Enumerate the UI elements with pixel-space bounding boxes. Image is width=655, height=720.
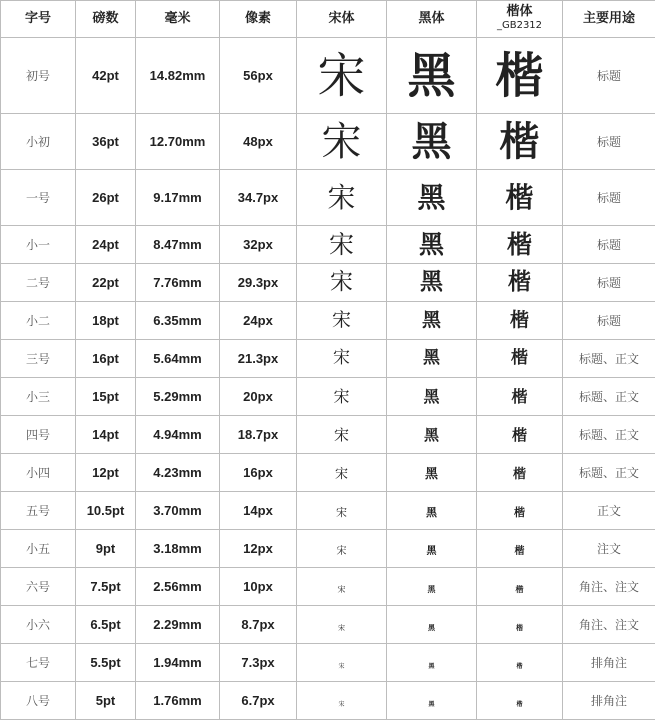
hei-sample-cell [387,340,477,378]
song-sample-cell [297,114,387,170]
hei-sample-cell [387,644,477,682]
pixels-cell: 56px [220,38,297,114]
hei-sample-glyph: 黑 [426,506,437,519]
points-cell: 26pt [76,170,136,226]
hei-sample-glyph: 黑 [423,348,440,368]
size-name-cell: 小二 [1,302,76,340]
pixels-cell: 24px [220,302,297,340]
size-name-cell: 小一 [1,226,76,264]
hei-sample-cell [387,226,477,264]
song-sample-cell [297,606,387,644]
hei-sample-glyph: 黑 [427,546,437,557]
usage-cell: 标题 [563,38,655,114]
usage-cell: 标题 [563,302,655,340]
kai-sample-cell [477,644,563,682]
song-sample-glyph: 宋 [334,426,349,444]
song-sample-glyph: 宋 [338,701,344,708]
points-cell: 7.5pt [76,568,136,606]
table-row [1,170,655,226]
kai-sample-cell [477,454,563,492]
size-name-cell: 一号 [1,170,76,226]
millimeters-cell: 5.29mm [136,378,220,416]
kai-sample-glyph: 楷 [515,546,525,557]
kai-sample-glyph: 楷 [507,230,532,259]
hei-sample-cell [387,492,477,530]
hei-sample-glyph: 黑 [422,309,441,331]
hei-sample-glyph: 黑 [412,119,452,165]
header-name: 字号 [1,1,76,38]
points-cell: 24pt [76,226,136,264]
table-row [1,682,655,720]
usage-cell: 角注、注文 [563,606,655,644]
points-cell: 18pt [76,302,136,340]
kai-sample-glyph: 楷 [516,585,524,594]
pixels-cell: 14px [220,492,297,530]
hei-sample-cell [387,416,477,454]
points-cell: 12pt [76,454,136,492]
header-pt: 磅数 [76,1,136,38]
kai-sample-glyph: 楷 [514,506,525,519]
hei-sample-cell [387,38,477,114]
millimeters-cell: 3.18mm [136,530,220,568]
points-cell: 22pt [76,264,136,302]
kai-sample-cell [477,530,563,568]
points-cell: 5pt [76,682,136,720]
hei-sample-glyph: 黑 [419,230,444,259]
kai-sample-glyph: 楷 [505,181,533,214]
header-song: 宋体 [297,1,387,38]
kai-sample-cell [477,682,563,720]
song-sample-cell [297,644,387,682]
table-row [1,644,655,682]
header-mm: 毫米 [136,1,220,38]
hei-sample-cell [387,264,477,302]
usage-cell: 标题 [563,264,655,302]
points-cell: 16pt [76,340,136,378]
pixels-cell: 8.7px [220,606,297,644]
pixels-cell: 20px [220,378,297,416]
hei-sample-glyph: 黑 [425,467,438,482]
size-name-cell: 八号 [1,682,76,720]
song-sample-cell [297,302,387,340]
table-body [1,38,655,720]
song-sample-cell [297,530,387,568]
usage-cell: 注文 [563,530,655,568]
usage-cell: 标题 [563,170,655,226]
hei-sample-glyph: 黑 [428,701,434,708]
pixels-cell: 12px [220,530,297,568]
hei-sample-glyph: 黑 [428,585,436,594]
kai-sample-glyph: 楷 [495,48,543,104]
song-sample-cell [297,682,387,720]
kai-sample-glyph: 楷 [511,348,528,368]
millimeters-cell: 14.82mm [136,38,220,114]
hei-sample-cell [387,170,477,226]
table-row [1,340,655,378]
size-name-cell: 小五 [1,530,76,568]
usage-cell: 正文 [563,492,655,530]
size-name-cell: 六号 [1,568,76,606]
hei-sample-cell [387,302,477,340]
points-cell: 10.5pt [76,492,136,530]
pixels-cell: 34.7px [220,170,297,226]
millimeters-cell: 2.56mm [136,568,220,606]
kai-sample-glyph: 楷 [512,426,527,444]
kai-sample-cell [477,114,563,170]
pixels-cell: 29.3px [220,264,297,302]
song-sample-glyph: 宋 [333,387,349,406]
size-name-cell: 小初 [1,114,76,170]
kai-sample-glyph: 楷 [513,467,526,482]
song-sample-cell [297,568,387,606]
millimeters-cell: 4.23mm [136,454,220,492]
hei-sample-cell [387,378,477,416]
size-name-cell: 四号 [1,416,76,454]
hei-sample-cell [387,114,477,170]
kai-sample-glyph: 楷 [508,269,531,295]
size-name-cell: 小四 [1,454,76,492]
hei-sample-cell [387,530,477,568]
kai-sample-cell [477,170,563,226]
hei-sample-glyph: 黑 [420,269,443,295]
song-sample-cell [297,416,387,454]
hei-sample-cell [387,606,477,644]
table-row [1,568,655,606]
song-sample-cell [297,226,387,264]
kai-sample-cell [477,302,563,340]
song-sample-glyph: 宋 [335,467,348,482]
size-name-cell: 初号 [1,38,76,114]
size-name-cell: 七号 [1,644,76,682]
pixels-cell: 32px [220,226,297,264]
points-cell: 9pt [76,530,136,568]
usage-cell: 角注、注文 [563,568,655,606]
kai-sample-cell [477,416,563,454]
header-hei: 黑体 [387,1,477,38]
size-name-cell: 三号 [1,340,76,378]
millimeters-cell: 8.47mm [136,226,220,264]
song-sample-glyph: 宋 [336,506,347,519]
pixels-cell: 18.7px [220,416,297,454]
song-sample-glyph: 宋 [332,309,351,331]
points-cell: 5.5pt [76,644,136,682]
usage-cell: 排角注 [563,682,655,720]
song-sample-cell [297,454,387,492]
points-cell: 36pt [76,114,136,170]
song-sample-glyph: 宋 [338,585,346,594]
song-sample-cell [297,170,387,226]
hei-sample-glyph: 黑 [428,663,434,670]
millimeters-cell: 9.17mm [136,170,220,226]
millimeters-cell: 5.64mm [136,340,220,378]
points-cell: 42pt [76,38,136,114]
size-name-cell: 小六 [1,606,76,644]
header-row [1,1,655,38]
pixels-cell: 16px [220,454,297,492]
song-sample-glyph: 宋 [327,181,355,214]
millimeters-cell: 6.35mm [136,302,220,340]
song-sample-glyph: 宋 [322,119,362,165]
usage-cell: 排角注 [563,644,655,682]
usage-cell: 标题 [563,226,655,264]
usage-cell: 标题、正文 [563,454,655,492]
points-cell: 14pt [76,416,136,454]
millimeters-cell: 1.94mm [136,644,220,682]
kai-sample-glyph: 楷 [500,119,540,165]
song-sample-glyph: 宋 [338,663,344,670]
table-row [1,302,655,340]
table-row [1,454,655,492]
size-name-cell: 五号 [1,492,76,530]
pixels-cell: 6.7px [220,682,297,720]
song-sample-cell [297,340,387,378]
kai-sample-glyph: 楷 [516,624,523,632]
points-cell: 15pt [76,378,136,416]
song-sample-cell [297,492,387,530]
song-sample-glyph: 宋 [337,546,347,557]
points-cell: 6.5pt [76,606,136,644]
table-row [1,38,655,114]
hei-sample-glyph: 黑 [407,48,455,104]
millimeters-cell: 12.70mm [136,114,220,170]
kai-sample-glyph: 楷 [510,309,529,331]
table-row [1,416,655,454]
hei-sample-glyph: 黑 [423,387,439,406]
hei-sample-cell [387,682,477,720]
table-row [1,264,655,302]
millimeters-cell: 1.76mm [136,682,220,720]
song-sample-cell [297,378,387,416]
usage-cell: 标题、正文 [563,416,655,454]
hei-sample-cell [387,454,477,492]
song-sample-glyph: 宋 [333,348,350,368]
header-usage: 主要用途 [563,1,655,38]
millimeters-cell: 3.70mm [136,492,220,530]
kai-sample-cell [477,568,563,606]
pixels-cell: 7.3px [220,644,297,682]
kai-sample-glyph: 楷 [516,663,522,670]
size-name-cell: 小三 [1,378,76,416]
pixels-cell: 21.3px [220,340,297,378]
table-row [1,114,655,170]
millimeters-cell: 7.76mm [136,264,220,302]
header-kai [477,1,563,38]
hei-sample-cell [387,568,477,606]
kai-sample-cell [477,492,563,530]
pixels-cell: 10px [220,568,297,606]
song-sample-glyph: 宋 [330,269,353,295]
hei-sample-glyph: 黑 [424,426,439,444]
song-sample-cell [297,38,387,114]
table-row [1,530,655,568]
kai-sample-cell [477,38,563,114]
song-sample-glyph: 宋 [329,230,354,259]
size-name-cell: 二号 [1,264,76,302]
table-row [1,226,655,264]
usage-cell: 标题 [563,114,655,170]
song-sample-glyph: 宋 [338,624,345,632]
kai-sample-cell [477,340,563,378]
kai-sample-cell [477,378,563,416]
kai-sample-glyph: 楷 [511,387,527,406]
kai-sample-glyph: 楷 [516,701,522,708]
millimeters-cell: 2.29mm [136,606,220,644]
table-row [1,606,655,644]
header-px: 像素 [220,1,297,38]
kai-sample-cell [477,264,563,302]
table-row [1,378,655,416]
song-sample-cell [297,264,387,302]
usage-cell: 标题、正文 [563,378,655,416]
hei-sample-glyph: 黑 [428,624,435,632]
hei-sample-glyph: 黑 [417,181,445,214]
kai-sample-cell [477,606,563,644]
usage-cell: 标题、正文 [563,340,655,378]
kai-sample-cell [477,226,563,264]
header-kai-label: 楷体 [506,4,532,19]
millimeters-cell: 4.94mm [136,416,220,454]
song-sample-glyph: 宋 [317,48,365,104]
table-row [1,492,655,530]
header-kai-sub: _GB2312 [477,19,562,33]
pixels-cell: 48px [220,114,297,170]
